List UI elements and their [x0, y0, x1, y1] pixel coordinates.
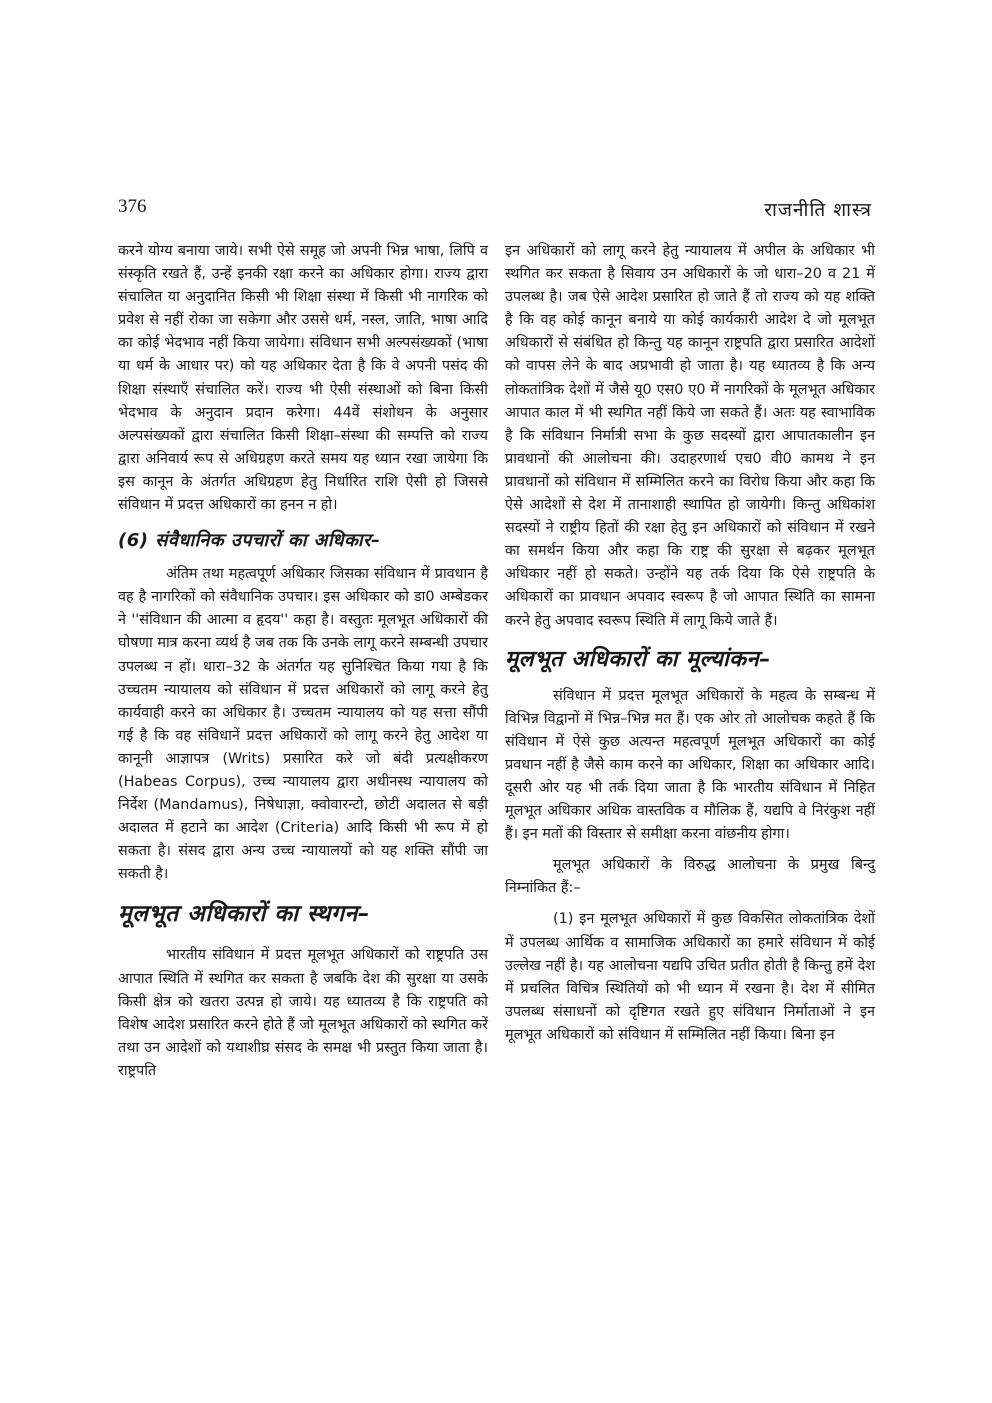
paragraph: भारतीय संविधान में प्रदत्त मूलभूत अधिकारों को राष्ट्रपति उस आपात स्थिति में स्थगित कर सकता है जबकि देश की सुरक्षा या उसके किसी क्षेत्र को खतरा उत्पन्न हो जाये। यह ध्यातव्य है कि राष्ट्रपति को विशेष आदेश प्रसारित करने होते हैं जो मूलभूत अधिकारों को स्थगित करें तथा उन आदेशों को यथाशीघ्र संसद के समक्ष भी प्रस्तुत किया जाता है। राष्ट्रपति — [118, 947, 488, 1079]
paragraph: (1) इन मूलभूत अधिकारों में कुछ विकसित लोकतांत्रिक देशों में उपलब्ध आर्थिक व सामाजिक अधिकारों का हमारे संविधान में कोई उल्लेख नहीं है। यह आलोचना यद्यपि उचित प्रतीत होती है किन्तु हमें देश में प्रचलित विचित्र स्थितियों को भी ध्यान में रखना है। देश में सीमित उपलब्ध संसाधनों को दृष्टिगत रखते हुए संविधान निर्माताओं ने इन मूलभूत अधिकारों को संविधान में सम्मिलित नहीं किया। बिना इन — [505, 911, 875, 1043]
left-column — [118, 240, 488, 1083]
paragraph: संविधान में प्रदत्त मूलभूत अधिकारों के महत्व के सम्बन्ध में विभिन्न विद्वानों में भिन्न–भिन्न मत हैं। एक ओर तो आलोचक कहते हैं कि संविधान में ऐसे कुछ अत्यन्त महत्वपूर्ण मूलभूत अधिकारों का कोई प्रवधान नहीं है जैसे काम करने का अधिकार, शिक्षा का अधिकार आदि। दूसरी ओर यह भी तर्क दिया जाता है कि भारतीय संविधान में निहित मूलभूत अधिकार अधिक वास्तविक व मौलिक हैं, यद्यपि वे निरंकुश नहीं हैं। इन मतों की विस्तार से समीक्षा करना वांछनीय होगा। — [505, 687, 875, 843]
paragraph: इन अधिकारों को लागू करने हेतु न्यायालय में अपील के अधिकार भी स्थगित कर सकता है सिवाय उन अधिकारों के जो धारा–20 व 21 में उपलब्ध है। जब ऐसे आदेश प्रसारित हो जाते हैं तो राज्य को यह शक्ति है कि वह कोई कानून बनाये या कोई कार्यकारी आदेश दे जो मूलभूत अधिकारों से संबंधित हो किन्तु यह कानून राष्ट्रपति द्वारा प्रसारित आदेशों को वापस लेने के बाद अप्रभावी हो जाता है। यह ध्यातव्य है कि अन्य लोकतांत्रिक देशों में जैसे यू0 एस0 ए0 में नागरिकों के मूलभूत अधिकार आपात काल में भी स्थगित नहीं किये जा सकते हैं। अतः यह स्वाभाविक है कि संविधान निर्मात्री सभा के कुछ सदस्यों द्वारा आपातकालीन इन प्रावधानों की आलोचना की। उदाहरणार्थ एच0 वी0 कामथ ने इन प्रावधानों को संविधान में सम्मिलित करने का विरोध किया और कहा कि ऐसे आदेशों से देश में तानाशाही स्थापित हो जायेगी। किन्तु अधिकांश सदस्यों ने राष्ट्रीय हितों की रक्षा हेतु इन अधिकारों को संविधान में रखने का समर्थन किया और कहा कि राष्ट्र की सुरक्षा से बढ़कर मूलभूत अधिकार नहीं हो सकते। उन्होंने यह तर्क दिया कि ऐसे राष्ट्रपति के अधिकारों का प्रावधान अपवाद स्वरूप है जो आपात स्थिति का सामना करने हेतु अपवाद स्वरूप स्थिति में लागू किये जाते हैं। — [505, 243, 875, 629]
page-number: 376 — [118, 196, 147, 217]
paragraph: मूलभूत अधिकारों के विरुद्ध आलोचना के प्रमुख बिन्दु निम्नांकित हैं:– — [505, 857, 875, 897]
running-title: राजनीति शास्त्र — [764, 199, 872, 221]
section-heading: (6) संवैधानिक उपचारों का अधिकार– — [118, 530, 381, 552]
paragraph: करने योग्य बनाया जाये। सभी ऐसे समूह जो अपनी भिन्न भाषा, लिपि व संस्कृति रखते हैं, उन्हें इनकी रक्षा करने का अधिकार होगा। राज्य द्वारा संचालित या अनुदानित किसी भी शिक्षा संस्था में किसी भी नागरिक को प्रवेश से नहीं रोका जा सकेगा और उससे धर्म, नस्ल, जाति, भाषा आदि का कोई भेदभाव नहीं किया जायेगा। संविधान सभी अल्पसंख्यकों (भाषा या धर्म के आधार पर) को यह अधिकार देता है कि वे अपनी पसंद की शिक्षा संस्थाएँ संचालित करें। राज्य भी ऐसी संस्थाओं को बिना किसी भेदभाव के अनुदान प्रदान करेगा। 44वें संशोधन के अनुसार अल्पसंख्यकों द्वारा संचालित किसी शिक्षा–संस्था की सम्पत्ति को राज्य द्वारा अनिवार्य रूप से अधिग्रहण करते समय यह ध्यान रखा जायेगा कि इस कानून के अंतर्गत अधिग्रहण हेतु निर्धारित राशि ऐसी हो जिससे संविधान में प्रदत्त अधिकारों का हनन न हो। — [118, 243, 488, 514]
section-heading: मूलभूत अधिकारों का मूल्यांकन– — [505, 646, 771, 672]
section-heading: मूलभूत अधिकारों का स्थगन– — [118, 901, 370, 928]
paragraph: अंतिम तथा महत्वपूर्ण अधिकार जिसका संविधान में प्रावधान है वह है नागरिकों को संवैधानिक उपचार। इस अधिकार को डा0 अम्बेडकर ने ''संविधान की आत्मा व हृदय'' कहा है। वस्तुतः मूलभूत अधिकारों की घोषणा मात्र करना व्यर्थ है जब तक कि उनके लागू करने सम्बन्धी उपचार उपलब्ध न हों। धारा–32 के अंतर्गत यह सुनिश्चित किया गया है कि उच्चतम न्यायालय को संविधान में प्रदत्त अधिकारों को लागू करने हेतु कार्यवाही करने का अधिकार है। उच्चतम न्यायालय को यह सत्ता सौंपी गई है कि वह संविधानें प्रदत्त अधिकारों को लागू करने हेतु आदेश या कानूनी आज्ञापत्र (Writs) प्रसारित करे जो बंदी प्रत्यक्षीकरण (Habeas Corpus), उच्च न्यायालय द्वारा अधीनस्थ न्यायालय को निर्देश (Mandamus), निषेधाज्ञा, क्वोवारन्टो, छोटी अदालत से बड़ी अदालत में हटाने का आदेश (Criteria) आदि किसी भी रूप में हो सकता है। संसद द्वारा अन्य उच्च न्यायालयों को यह शक्ति सौंपी जा सकती है। — [118, 566, 488, 883]
right-column — [505, 240, 875, 1047]
